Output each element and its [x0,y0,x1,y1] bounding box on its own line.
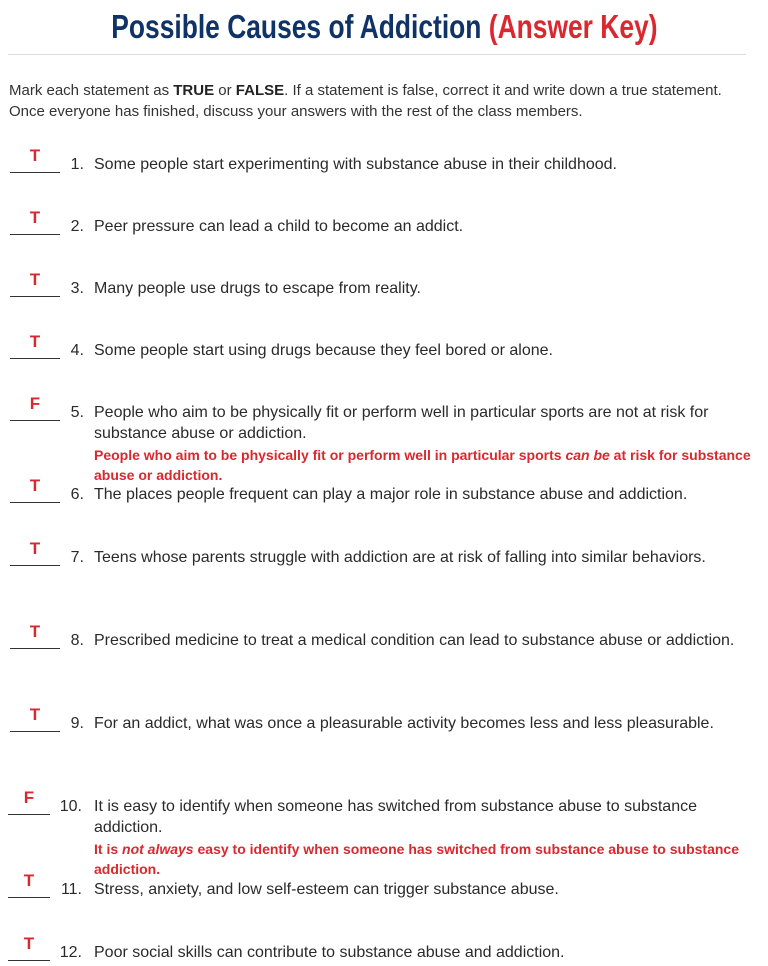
correction-text [94,445,754,485]
intro-text: . If a statement is false, correct it and write down a true statement. Once everyone has finished, discuss your answers with the rest of the class members. [9,82,722,120]
statement-text: Some people start using drugs because they feel bored or alone. [94,342,553,359]
statement-text: People who aim to be physically fit or perform well in particular sports are not at risk for substance abuse or addiction. [94,404,709,442]
correction-part: at risk for substance abuse or addiction. [94,447,751,483]
statement-number: 7. [70,549,84,566]
answer-mark: F [23,788,35,807]
statement-number: 11. [60,881,82,898]
title-answer-key: (Answer Key) [488,8,658,45]
statement-body [94,340,754,361]
answer-mark: T [29,539,41,558]
statement-body [94,278,754,299]
statement-body [94,154,754,175]
statement-body [94,402,754,485]
title-main: Possible Causes of Addiction [110,8,482,45]
answer-mark: T [23,871,35,890]
answer-blank[interactable] [10,539,60,566]
statement-body [94,713,754,734]
correction-part: easy to identify when someone has switched from substance abuse to substance addiction. [94,841,739,877]
answer-blank[interactable] [10,476,60,503]
page-title [0,8,768,46]
statement-number: 10. [59,798,82,815]
answer-blank[interactable] [10,270,60,297]
correction-part: It is [94,841,123,857]
statement-number: 3. [70,280,84,297]
answer-blank[interactable] [10,622,60,649]
intro-false: FALSE [235,82,285,99]
answer-blank[interactable] [10,705,60,732]
correction-part: People who aim to be physically fit or perform well in particular sports [94,447,566,463]
answer-mark: T [29,208,41,227]
intro-true: TRUE [173,82,215,99]
intro-text: or [214,82,236,99]
statement-body [94,630,754,651]
statement-number: 2. [70,218,84,235]
answer-mark: T [29,705,41,724]
statement-text: The places people frequent can play a major role in substance abuse and addiction. [94,486,688,503]
statement-text: Many people use drugs to escape from reality. [94,280,421,297]
statement-text: Peer pressure can lead a child to become an addict. [94,218,464,235]
answer-mark: T [29,332,41,351]
statement-number: 6. [70,486,84,503]
statement-text: Teens whose parents struggle with addiction are at risk of falling into similar behaviors. [94,549,706,566]
statement-text: Stress, anxiety, and low self-esteem can trigger substance abuse. [94,881,559,898]
divider [8,54,746,55]
correction-emphasis: not always [122,841,194,857]
statement-text: It is easy to identify when someone has switched from substance abuse to substance addiction. [94,798,697,836]
answer-blank[interactable] [8,788,50,815]
statement-body [94,547,754,568]
instructions [9,80,749,122]
answer-blank[interactable] [8,871,50,898]
statement-number: 9. [70,715,84,732]
statement-body [94,216,754,237]
correction-emphasis: can be [565,447,610,463]
answer-mark: T [23,934,35,953]
statement-body [94,942,754,963]
statement-body [94,484,754,505]
answer-mark: T [29,270,41,289]
statement-number: 1. [70,156,84,173]
statement-number: 8. [70,632,84,649]
answer-blank[interactable] [10,332,60,359]
answer-blank[interactable] [10,208,60,235]
correction-text [94,839,754,879]
answer-mark: T [29,476,41,495]
statement-body [94,879,754,900]
statement-number: 5. [70,404,84,421]
statement-text: Some people start experimenting with substance abuse in their childhood. [94,156,617,173]
statement-text: Poor social skills can contribute to substance abuse and addiction. [94,944,565,961]
answer-mark: T [29,146,41,165]
intro-text: Mark each statement as [9,82,174,99]
answer-blank[interactable] [10,394,60,421]
answer-mark: F [29,394,41,413]
statement-number: 12. [59,944,82,961]
answer-blank[interactable] [8,934,50,961]
statement-text: Prescribed medicine to treat a medical condition can lead to substance abuse or addiction. [94,632,735,649]
statement-body [94,796,754,879]
answer-blank[interactable] [10,146,60,173]
statement-number: 4. [70,342,84,359]
answer-mark: T [29,622,41,641]
statement-text: For an addict, what was once a pleasurable activity becomes less and less pleasurable. [94,715,714,732]
